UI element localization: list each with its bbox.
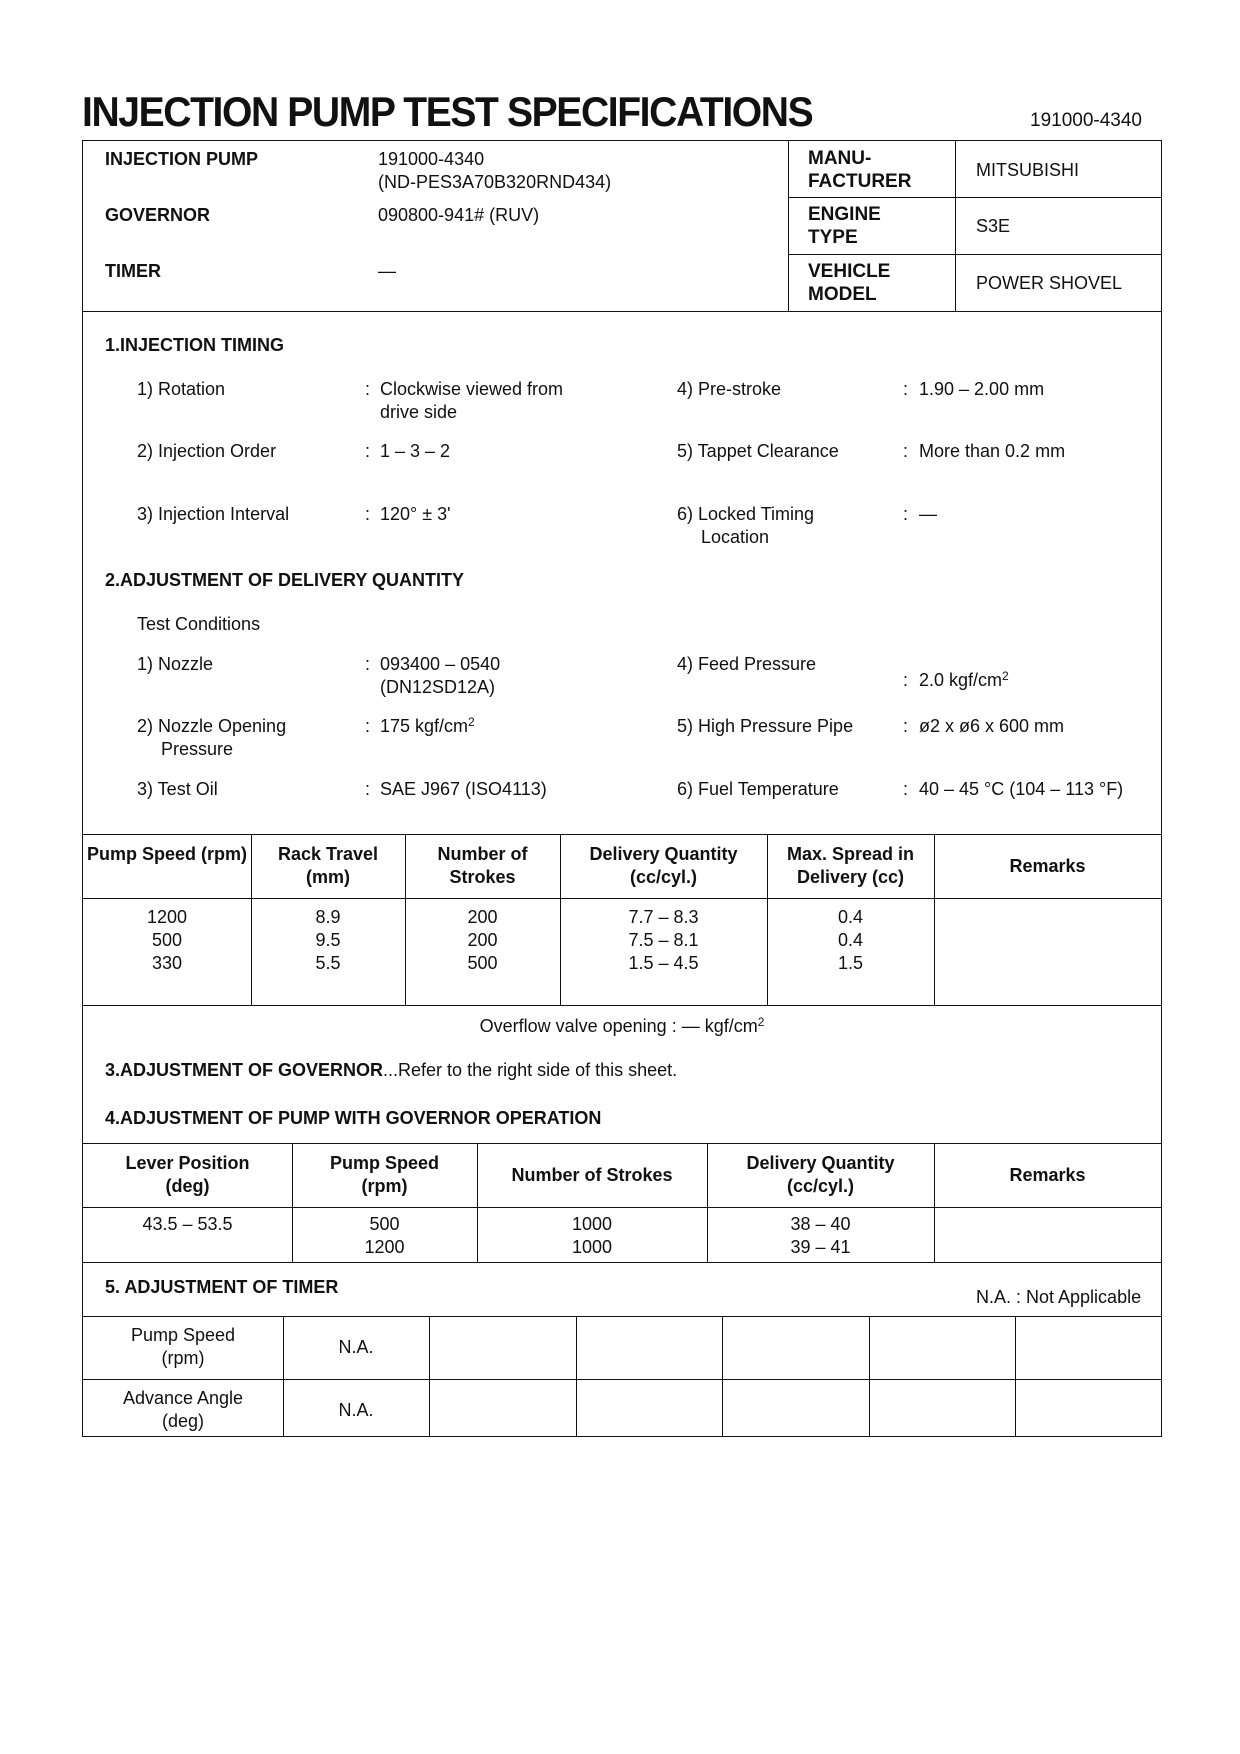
feed-pressure-label: 4) Feed Pressure	[677, 654, 817, 674]
injection-interval-value: 120° ± 3'	[380, 504, 451, 524]
cell-pump-speed: 500	[151, 930, 183, 950]
high-pressure-pipe-label: 5) High Pressure Pipe	[677, 716, 854, 736]
cell-lever-position: 43.5 – 53.5	[142, 1214, 233, 1234]
nozzle-value-line1: 093400 – 0540	[380, 654, 501, 674]
cell-delivery: 7.7 – 8.3	[628, 907, 699, 927]
col-header-delivery-unit: (cc/cyl.)	[629, 867, 698, 887]
cell-strokes: 200	[467, 907, 498, 927]
timer-advance-angle-value: N.A.	[338, 1400, 374, 1420]
cell-delivery: 1.5 – 4.5	[628, 953, 699, 973]
cell-strokes: 200	[467, 930, 498, 950]
manufacturer-label-line2: FACTURER	[808, 171, 912, 192]
locked-timing-label-line2: Location	[701, 527, 770, 547]
overflow-valve-note: Overflow valve opening : — kgf/$cm^2$	[479, 1015, 765, 1036]
cell-strokes: 500	[467, 953, 498, 973]
section-4-title: 4.ADJUSTMENT OF PUMP WITH GOVERNOR OPERATION	[105, 1108, 602, 1128]
manufacturer-label-line1: MANU-	[808, 148, 872, 169]
cell-delivery: 7.5 – 8.1	[628, 930, 699, 950]
col-header-max-spread: Max. Spread in	[786, 844, 915, 864]
section-governor	[105, 1059, 677, 1082]
cell-max-spread: 0.4	[837, 907, 864, 927]
col-header-strokes: Number of Strokes	[511, 1165, 673, 1185]
cell-max-spread: 0.4	[837, 930, 864, 950]
injection-pump-label: INJECTION PUMP	[105, 149, 259, 169]
cell-delivery: 39 – 41	[790, 1237, 851, 1257]
cell-pump-speed: 1200	[364, 1237, 405, 1257]
nozzle-opening-value: 175 kgf/$cm^2$	[380, 715, 475, 736]
section-5-title: 5. ADJUSTMENT OF TIMER	[105, 1277, 339, 1297]
col-header-delivery: Delivery Quantity	[746, 1153, 895, 1173]
injection-pump-number: 191000-4340	[378, 149, 485, 169]
section-2-title: 2.ADJUSTMENT OF DELIVERY QUANTITY	[105, 570, 465, 590]
cell-rack-travel: 9.5	[315, 930, 341, 950]
colon: :	[903, 716, 909, 736]
timer-pump-speed-label-line2: (rpm)	[161, 1348, 205, 1368]
locked-timing-value: —	[919, 504, 937, 524]
page-title: INJECTION PUMP TEST SPECIFICATIONS	[82, 88, 813, 135]
specification-sheet	[82, 140, 1162, 1437]
nozzle-opening-label-line2: Pressure	[161, 739, 234, 759]
governor-value: 090800-941# (RUV)	[378, 205, 540, 225]
col-header-pump-speed-unit: (rpm)	[361, 1176, 408, 1196]
nozzle-label: 1) Nozzle	[137, 654, 214, 674]
injection-order-value: 1 – 3 – 2	[380, 441, 451, 461]
engine-label-line2: TYPE	[808, 227, 858, 248]
test-oil-label: 3) Test Oil	[137, 779, 218, 799]
pre-stroke-label: 4) Pre-stroke	[677, 379, 782, 399]
timer-advance-angle-label-line2: (deg)	[161, 1411, 205, 1431]
timer-label: TIMER	[105, 261, 161, 281]
colon: :	[903, 670, 909, 690]
test-oil-value: SAE J967 (ISO4113)	[380, 779, 547, 799]
cell-strokes: 1000	[571, 1214, 613, 1234]
tappet-clearance-value: More than 0.2 mm	[919, 441, 1066, 461]
test-conditions-label: Test Conditions	[137, 614, 261, 634]
timer-pump-speed-value: N.A.	[338, 1337, 374, 1357]
colon: :	[365, 504, 371, 524]
col-header-remarks: Remarks	[1009, 856, 1086, 876]
col-header-lever-position-unit: (deg)	[165, 1176, 210, 1196]
colon: :	[903, 779, 909, 799]
colon: :	[365, 779, 371, 799]
vehicle-value: POWER SHOVEL	[976, 273, 1123, 293]
cell-delivery: 38 – 40	[790, 1214, 851, 1234]
colon: :	[365, 654, 371, 674]
nozzle-opening-label-line1: 2) Nozzle Opening	[137, 716, 287, 736]
vehicle-label-line1: VEHICLE	[808, 261, 891, 282]
rotation-value-line1: Clockwise viewed from	[380, 379, 564, 399]
tappet-clearance-label: 5) Tappet Clearance	[677, 441, 839, 461]
section-3-title: 3.ADJUSTMENT OF GOVERNOR	[105, 1060, 384, 1080]
cell-pump-speed: 1200	[146, 907, 188, 927]
colon: :	[365, 379, 371, 399]
col-header-strokes: Number of	[437, 844, 528, 864]
col-header-lever-position: Lever Position	[125, 1153, 250, 1173]
injection-interval-label: 3) Injection Interval	[137, 504, 290, 524]
feed-pressure-value: 2.0 kgf/$cm^2$	[919, 669, 1009, 690]
timer-advance-angle-label-line1: Advance Angle	[122, 1388, 244, 1408]
cell-pump-speed: 330	[151, 953, 183, 973]
colon: :	[903, 504, 909, 524]
cell-rack-travel: 5.5	[315, 953, 341, 973]
col-header-delivery-unit: (cc/cyl.)	[786, 1176, 855, 1196]
rotation-label: 1) Rotation	[137, 379, 226, 399]
nozzle-value-line2: (DN12SD12A)	[380, 677, 496, 697]
cell-strokes: 1000	[571, 1237, 613, 1257]
injection-order-label: 2) Injection Order	[137, 441, 277, 461]
col-header-rack-travel-unit: (mm)	[306, 867, 350, 887]
cell-pump-speed: 500	[369, 1214, 400, 1234]
locked-timing-label-line1: 6) Locked Timing	[677, 504, 815, 524]
document-number: 191000-4340	[1030, 110, 1142, 131]
colon: :	[903, 379, 909, 399]
governor-label: GOVERNOR	[105, 205, 211, 225]
colon: :	[365, 441, 371, 461]
col-header-rack-travel: Rack Travel	[277, 844, 379, 864]
not-applicable-note: N.A. : Not Applicable	[976, 1287, 1142, 1307]
colon: :	[365, 716, 371, 736]
col-header-max-spread-line2: Delivery (cc)	[796, 867, 905, 887]
section-3-note: ...Refer to the right side of this sheet.	[383, 1060, 678, 1080]
injection-pump-model: (ND-PES3A70B320RND434)	[378, 172, 612, 192]
col-header-remarks: Remarks	[1009, 1165, 1086, 1185]
col-header-strokes-line2: Strokes	[449, 867, 516, 887]
manufacturer-value: MITSUBISHI	[976, 160, 1080, 180]
vehicle-label-line2: MODEL	[808, 284, 877, 305]
high-pressure-pipe-value: ø2 x ø6 x 600 mm	[919, 716, 1065, 736]
cell-rack-travel: 8.9	[315, 907, 341, 927]
timer-pump-speed-label-line1: Pump Speed	[130, 1325, 236, 1345]
engine-label-line1: ENGINE	[808, 204, 881, 225]
timer-value: —	[378, 261, 396, 281]
fuel-temperature-value: 40 – 45 °C (104 – 113 °F)	[919, 779, 1124, 799]
fuel-temperature-label: 6) Fuel Temperature	[677, 779, 839, 799]
cell-max-spread: 1.5	[837, 953, 864, 973]
rotation-value-line2: drive side	[380, 402, 458, 422]
col-header-pump-speed: Pump Speed	[329, 1153, 440, 1173]
pre-stroke-value: 1.90 – 2.00 mm	[919, 379, 1045, 399]
section-1-title: 1.INJECTION TIMING	[105, 335, 285, 355]
col-header-delivery: Delivery Quantity	[589, 844, 738, 864]
engine-value: S3E	[976, 216, 1011, 236]
colon: :	[903, 441, 909, 461]
col-header-pump-speed: Pump Speed (rpm)	[86, 844, 247, 864]
